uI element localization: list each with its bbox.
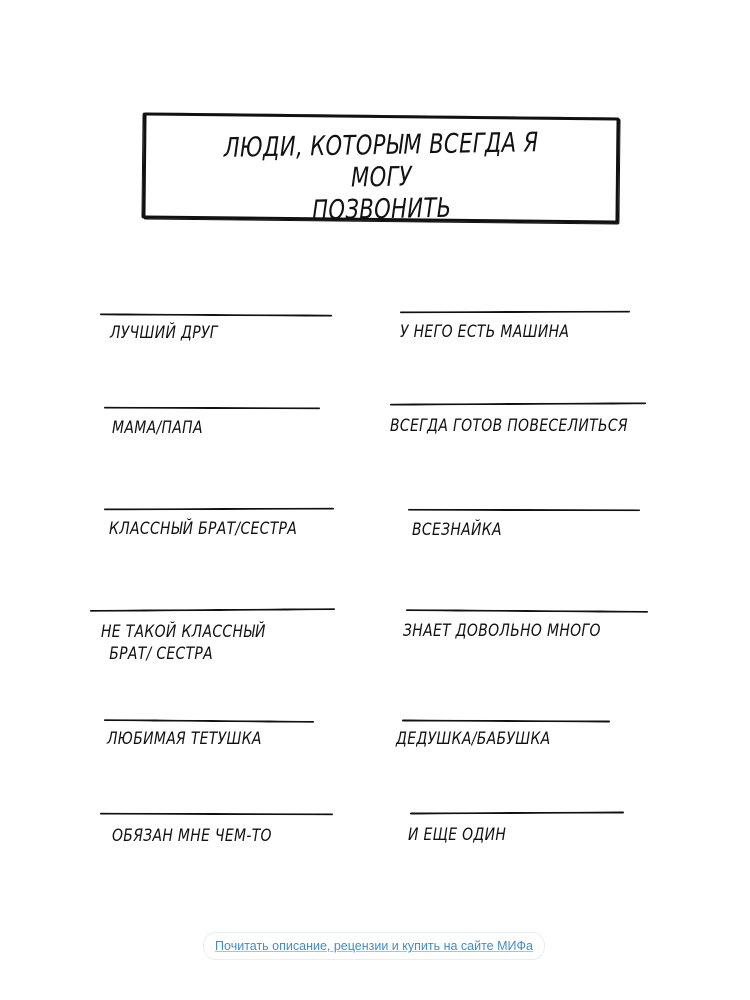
entry-label-line-1: НЕ ТАКОЙ КЛАССНЫЙ (101, 622, 266, 642)
entry-label (101, 621, 266, 665)
write-line[interactable] (402, 719, 610, 722)
write-line[interactable] (100, 313, 332, 316)
write-line[interactable] (400, 311, 630, 314)
entry-label: ДЕДУШКА/БАБУШКА (396, 729, 551, 749)
write-line[interactable] (406, 609, 648, 613)
entry-label: КЛАССНЫЙ БРАТ/СЕСТРА (109, 519, 298, 539)
write-line[interactable] (390, 402, 646, 405)
entry-label: ЗНАЕТ ДОВОЛЬНО МНОГО (403, 621, 601, 641)
write-line[interactable] (410, 811, 624, 814)
entry-label: ОБЯЗАН МНЕ ЧЕМ-ТО (112, 826, 272, 846)
write-line[interactable] (104, 508, 334, 511)
page-title-line-2: ПОЗВОНИТЬ (312, 192, 452, 227)
entry-label: МАМА/ПАПА (112, 418, 203, 438)
entry-label: ЛУЧШИЙ ДРУГ (110, 323, 218, 343)
write-line[interactable] (104, 719, 314, 723)
write-line[interactable] (104, 407, 320, 410)
entry-label: ВСЕГДА ГОТОВ ПОВЕСЕЛИТЬСЯ (390, 416, 628, 436)
entry-label: ВСЕЗНАЙКА (412, 520, 502, 540)
page-title-line-1: ЛЮДИ, КОТОРЫМ ВСЕГДА Я МОГУ (223, 127, 539, 194)
write-line[interactable] (100, 813, 333, 816)
write-line[interactable] (90, 608, 335, 612)
page-title (195, 127, 567, 230)
entry-label: И ЕЩЕ ОДИН (408, 825, 507, 845)
write-line[interactable] (408, 509, 640, 511)
entry-label: ЛЮБИМАЯ ТЕТУШКА (107, 729, 262, 749)
entry-label: У НЕГО ЕСТЬ МАШИНА (400, 322, 570, 342)
entry-label-line-2: БРАТ/ СЕСТРА (109, 644, 214, 664)
buy-on-mif-link[interactable]: Почитать описание, рецензии и купить на сайте МИФа (203, 932, 545, 960)
